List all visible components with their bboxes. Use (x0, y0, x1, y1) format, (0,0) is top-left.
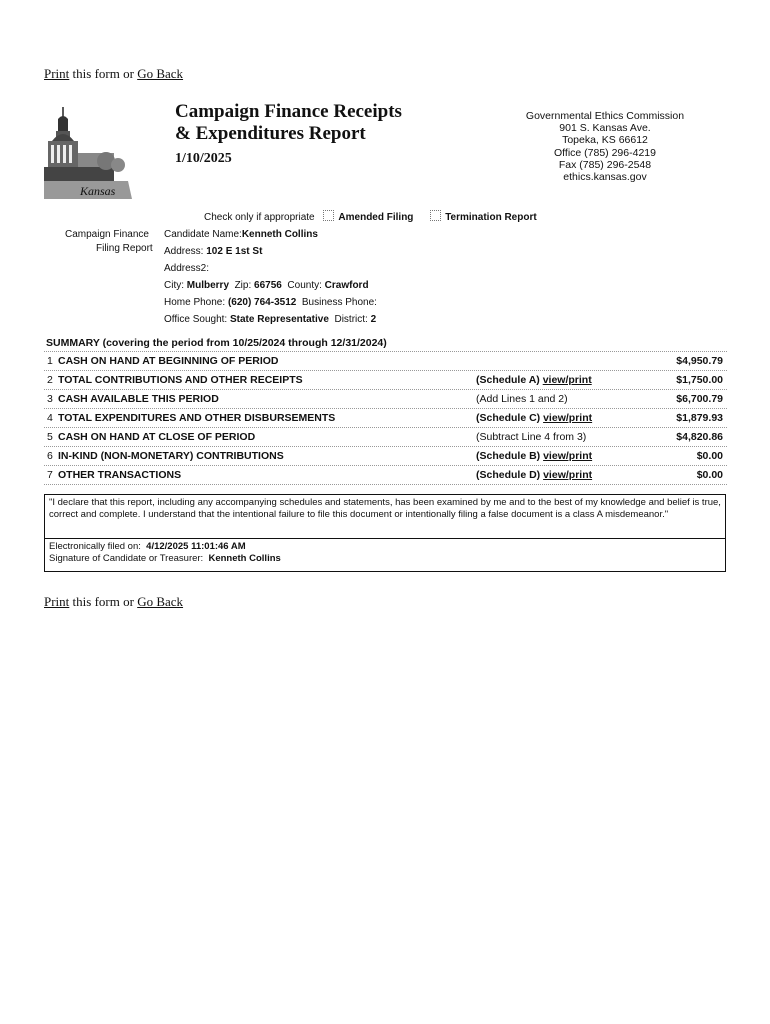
schedule-text: (Subtract Line 4 from 3) (476, 431, 587, 443)
print-link-bottom[interactable]: Print (44, 594, 70, 609)
summary-row-schedule (476, 371, 592, 389)
summary-row-schedule (476, 409, 592, 427)
summary-row-value: $0.00 (696, 450, 723, 462)
signature-value: Kenneth Collins (208, 553, 281, 564)
summary-row-value: $6,700.79 (676, 393, 723, 405)
print-link[interactable]: Print (44, 66, 70, 81)
summary-table (44, 336, 727, 485)
district-label: District: (334, 314, 368, 325)
summary-row (44, 352, 727, 371)
filed-on-row (49, 541, 721, 553)
amended-filing-label: Amended Filing (338, 212, 414, 223)
schedule-text: (Schedule C) (476, 412, 544, 424)
summary-row-number: 2 (47, 374, 53, 386)
nav-separator-text-bottom: this form or (69, 594, 138, 609)
go-back-link[interactable]: Go Back (137, 66, 184, 81)
amended-filing-checkbox[interactable] (323, 210, 334, 221)
county-value: Crawford (324, 280, 369, 291)
zip-label: Zip: (234, 280, 252, 291)
city-zip-county-row (164, 280, 369, 292)
commission-street: 901 S. Kansas Ave. (559, 122, 651, 135)
office-row (164, 314, 376, 326)
city-label: City: (164, 280, 184, 291)
county-label: County: (287, 280, 322, 291)
summary-row-number: 1 (47, 355, 53, 367)
city-value: Mulberry (186, 280, 230, 291)
commission-fax: Fax (785) 296-2548 (558, 158, 652, 171)
home-phone-value: (620) 764-3512 (227, 297, 297, 308)
summary-row (44, 466, 727, 485)
schedule-text: (Schedule D) (476, 469, 544, 481)
summary-row-label: TOTAL CONTRIBUTIONS AND OTHER RECEIPTS (58, 374, 303, 386)
summary-row-schedule (476, 428, 586, 446)
summary-row-value: $1,750.00 (676, 374, 723, 386)
summary-rows (44, 352, 727, 485)
summary-row-schedule (476, 390, 568, 408)
commission-website: ethics.kansas.gov (563, 171, 647, 184)
business-phone-label: Business Phone: (301, 297, 377, 308)
declaration-box (44, 494, 726, 572)
candidate-name-row (164, 229, 318, 241)
signature-row (49, 553, 721, 565)
address-value: 102 E 1st St (206, 246, 263, 257)
go-back-link-bottom[interactable]: Go Back (137, 594, 184, 609)
filing-signature-block (45, 539, 725, 567)
filing-type-row (204, 210, 537, 224)
summary-row-number: 4 (47, 412, 53, 424)
top-nav (44, 66, 183, 82)
summary-row-label: TOTAL EXPENDITURES AND OTHER DISBURSEMENTS (58, 412, 336, 424)
termination-report-label: Termination Report (445, 212, 537, 223)
summary-row-label: OTHER TRANSACTIONS (58, 469, 182, 481)
summary-row-label: CASH ON HAND AT BEGINNING OF PERIOD (58, 355, 279, 367)
schedule-text: (Add Lines 1 and 2) (476, 393, 568, 405)
office-label: Office Sought: (164, 314, 228, 325)
summary-row (44, 409, 727, 428)
summary-row-value: $0.00 (696, 469, 723, 481)
report-title-line-2: & Expenditures Report (175, 123, 366, 144)
summary-row-number: 5 (47, 431, 53, 443)
report-date: 1/10/2025 (175, 151, 232, 166)
summary-row (44, 390, 727, 409)
summary-row-schedule (476, 466, 592, 484)
filed-on-value: 4/12/2025 11:01:46 AM (146, 541, 246, 552)
commission-contact (505, 110, 705, 183)
office-value: State Representative (229, 314, 329, 325)
report-label-2: Filing Report (96, 243, 153, 254)
candidate-name: Kenneth Collins (241, 229, 318, 240)
summary-row (44, 371, 727, 390)
schedule-text: (Schedule B) (476, 450, 544, 462)
summary-row-number: 7 (47, 469, 53, 481)
filed-on-label: Electronically filed on: (49, 541, 141, 552)
summary-row (44, 428, 727, 447)
zip-value: 66756 (254, 280, 282, 291)
view-print-link[interactable]: view/print (542, 374, 592, 386)
declaration-text: "I declare that this report, including any accompanying schedules and statements, has been examined by me and to the best of my knowledge and belief is true, correct and complete. I understand that the intentional failure to file this document or intentionally filing a false document is a class A misdemeanor." (45, 495, 725, 539)
summary-heading: SUMMARY (covering the period from 10/25/2024 through 12/31/2024) (44, 336, 727, 352)
address2-label: Address2: (164, 263, 210, 274)
summary-row-number: 6 (47, 450, 53, 462)
home-phone-label: Home Phone: (164, 297, 226, 308)
kansas-capitol-seal (44, 103, 132, 201)
view-print-link[interactable]: view/print (543, 469, 593, 481)
address-row (164, 246, 262, 258)
summary-row-value: $4,820.86 (676, 431, 723, 443)
address-label: Address: (164, 246, 204, 257)
schedule-text: (Schedule A) (476, 374, 543, 386)
view-print-link[interactable]: view/print (543, 450, 593, 462)
report-title-line-1: Campaign Finance Receipts (175, 101, 402, 122)
summary-row (44, 447, 727, 466)
phone-row (164, 297, 377, 309)
report-label-1: Campaign Finance (65, 229, 149, 240)
check-instruction: Check only if appropriate (204, 212, 315, 223)
summary-row-label: IN-KIND (NON-MONETARY) CONTRIBUTIONS (58, 450, 284, 462)
candidate-name-label: Candidate Name: (164, 229, 242, 240)
summary-row-label: CASH ON HAND AT CLOSE OF PERIOD (58, 431, 256, 443)
commission-city: Topeka, KS 66612 (562, 134, 648, 147)
summary-row-value: $4,950.79 (676, 355, 723, 367)
signature-label: Signature of Candidate or Treasurer: (49, 553, 204, 564)
summary-row-label: CASH AVAILABLE THIS PERIOD (58, 393, 219, 405)
commission-name: Governmental Ethics Commission (525, 110, 685, 122)
nav-separator-text: this form or (69, 66, 138, 81)
seal-kansas-text: Kansas (80, 184, 116, 198)
view-print-link[interactable]: view/print (543, 412, 593, 424)
summary-row-number: 3 (47, 393, 53, 405)
summary-row-value: $1,879.93 (676, 412, 723, 424)
bottom-nav (44, 594, 183, 610)
termination-report-checkbox[interactable] (430, 210, 441, 221)
commission-office-phone: Office (785) 296-4219 (554, 146, 656, 159)
address2-row (164, 263, 209, 275)
district-value: 2 (370, 314, 377, 325)
report-title-block (175, 101, 402, 167)
capitol-seal-icon (44, 103, 132, 201)
summary-row-schedule (476, 447, 592, 465)
